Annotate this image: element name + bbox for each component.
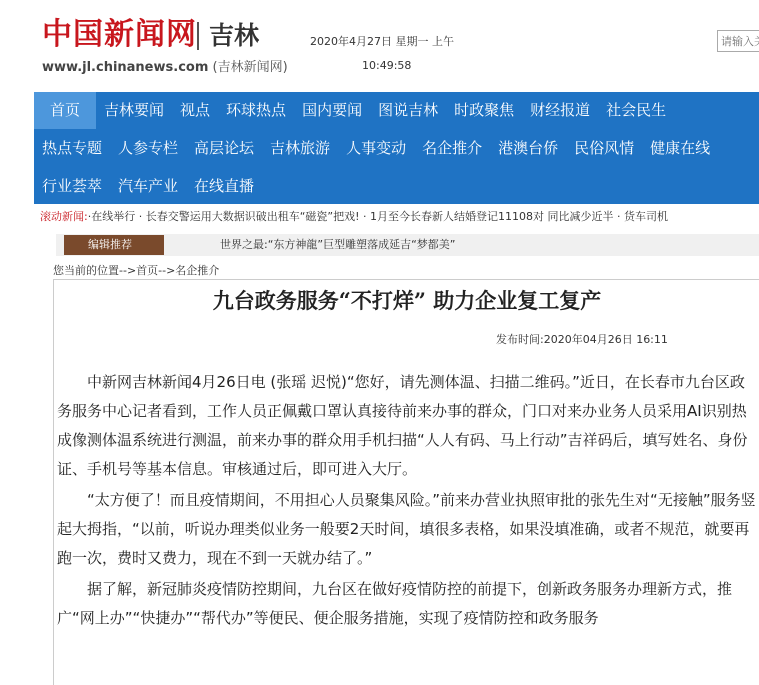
editor-pick-link[interactable]: 世界之最:“东方神龍”巨型雕塑落成延吉“梦都美” [220, 238, 456, 251]
article-paragraph: “太方便了！而且疫情期间，不用担心人员聚集风险。”前来办营业执照审批的张先生对“无接触”服务竖起大拇指，“以前，听说办理类似业务一般要2天时间，填很多表格，如果没填准确，或者不规范，就要再跑一次，费时又费力，现在不到一天就办结了。” [57, 491, 756, 567]
nav-item-forum[interactable]: 高层论坛 [194, 139, 255, 157]
nav-item-politics[interactable]: 时政聚焦 [454, 101, 515, 119]
current-date: 2020年4月27日 星期一 上午 [310, 35, 454, 48]
current-time: 10:49:58 [362, 59, 412, 72]
nav-item-folk[interactable]: 民俗风情 [574, 139, 635, 157]
nav-item-society[interactable]: 社会民生 [606, 101, 667, 119]
nav-item-tourism[interactable]: 吉林旅游 [270, 139, 331, 157]
nav-item-auto[interactable]: 汽车产业 [118, 177, 179, 195]
news-ticker [40, 206, 759, 228]
editor-pick-label: 编辑推荐 [64, 235, 164, 255]
search-input[interactable] [717, 30, 759, 52]
nav-item-viewpoint[interactable]: 视点 [180, 101, 211, 119]
nav-item-health[interactable]: 健康在线 [650, 139, 711, 157]
nav-item-ginseng[interactable]: 人参专栏 [118, 139, 179, 157]
nav-item-live[interactable]: 在线直播 [194, 177, 255, 195]
publish-date: 发布时间:2020年04月26日 16:11 [496, 333, 668, 346]
nav-item-home[interactable]: 首页 [34, 92, 96, 129]
site-url-domain: www.jl.chinanews.com [42, 60, 209, 75]
nav-item-finance[interactable]: 财经报道 [530, 101, 591, 119]
site-url-suffix: (吉林新闻网) [212, 60, 288, 75]
nav-row-3 [34, 168, 262, 205]
article-paragraph: 中新网吉林新闻4月26日电 (张瑶 迟悦)“您好，请先测体温、扫描二维码。”近日，在长春市九台区政务服务中心记者看到，工作人员正佩戴口罩认真接待前来办事的群众，门口对来办业务人员采用AI识别热成像测体温系统进行测温，前来办事的群众用手机扫描“人人有码、马上行动”吉祥码后，填写姓名、身份证、手机号等基本信息。审核通过后，即可进入大厅。 [57, 373, 748, 478]
site-logo[interactable]: 中国新闻网 [42, 17, 197, 52]
nav-row-2 [34, 130, 718, 167]
main-nav [34, 92, 759, 204]
ticker-headlines[interactable]: ·在线举行 · 长春交警运用大数据识破出租车“磁瓷”把戏! · 1月至今长春新人结婚登记11108对 同比减少近半 · 货车司机 [87, 210, 668, 223]
site-url [42, 56, 288, 75]
editor-pick-bar [56, 234, 759, 256]
date-time-display [310, 30, 454, 78]
article-container [53, 279, 759, 685]
nav-item-photo-jilin[interactable]: 图说吉林 [378, 101, 439, 119]
site-header [0, 0, 759, 92]
nav-item-hot-topics[interactable]: 热点专题 [42, 139, 103, 157]
ticker-label: 滚动新闻: [40, 210, 88, 223]
nav-item-hk-macao-tw[interactable]: 港澳台侨 [498, 139, 559, 157]
nav-row-1 [34, 92, 674, 129]
breadcrumb[interactable]: 您当前的位置-->首页-->名企推介 [53, 264, 220, 277]
nav-item-domestic[interactable]: 国内要闻 [302, 101, 363, 119]
nav-item-industry[interactable]: 行业荟萃 [42, 177, 103, 195]
article-paragraph: 据了解，新冠肺炎疫情防控期间，九台区在做好疫情防控的前提下，创新政务服务办理新方式，推广“网上办”“快捷办”“帮代办”等便民、便企服务措施，实现了疫情防控和政务服务 [57, 580, 733, 627]
nav-item-global[interactable]: 环球热点 [226, 101, 287, 119]
article-body [57, 368, 757, 635]
nav-item-enterprises[interactable]: 名企推介 [422, 139, 483, 157]
nav-item-jilin-news[interactable]: 吉林要闻 [104, 101, 165, 119]
nav-item-personnel[interactable]: 人事变动 [346, 139, 407, 157]
logo-divider [197, 22, 199, 50]
region-name[interactable]: 吉林 [209, 21, 260, 50]
article-title: 九台政务服务“不打烊” 助力企业复工复产 [212, 288, 602, 313]
